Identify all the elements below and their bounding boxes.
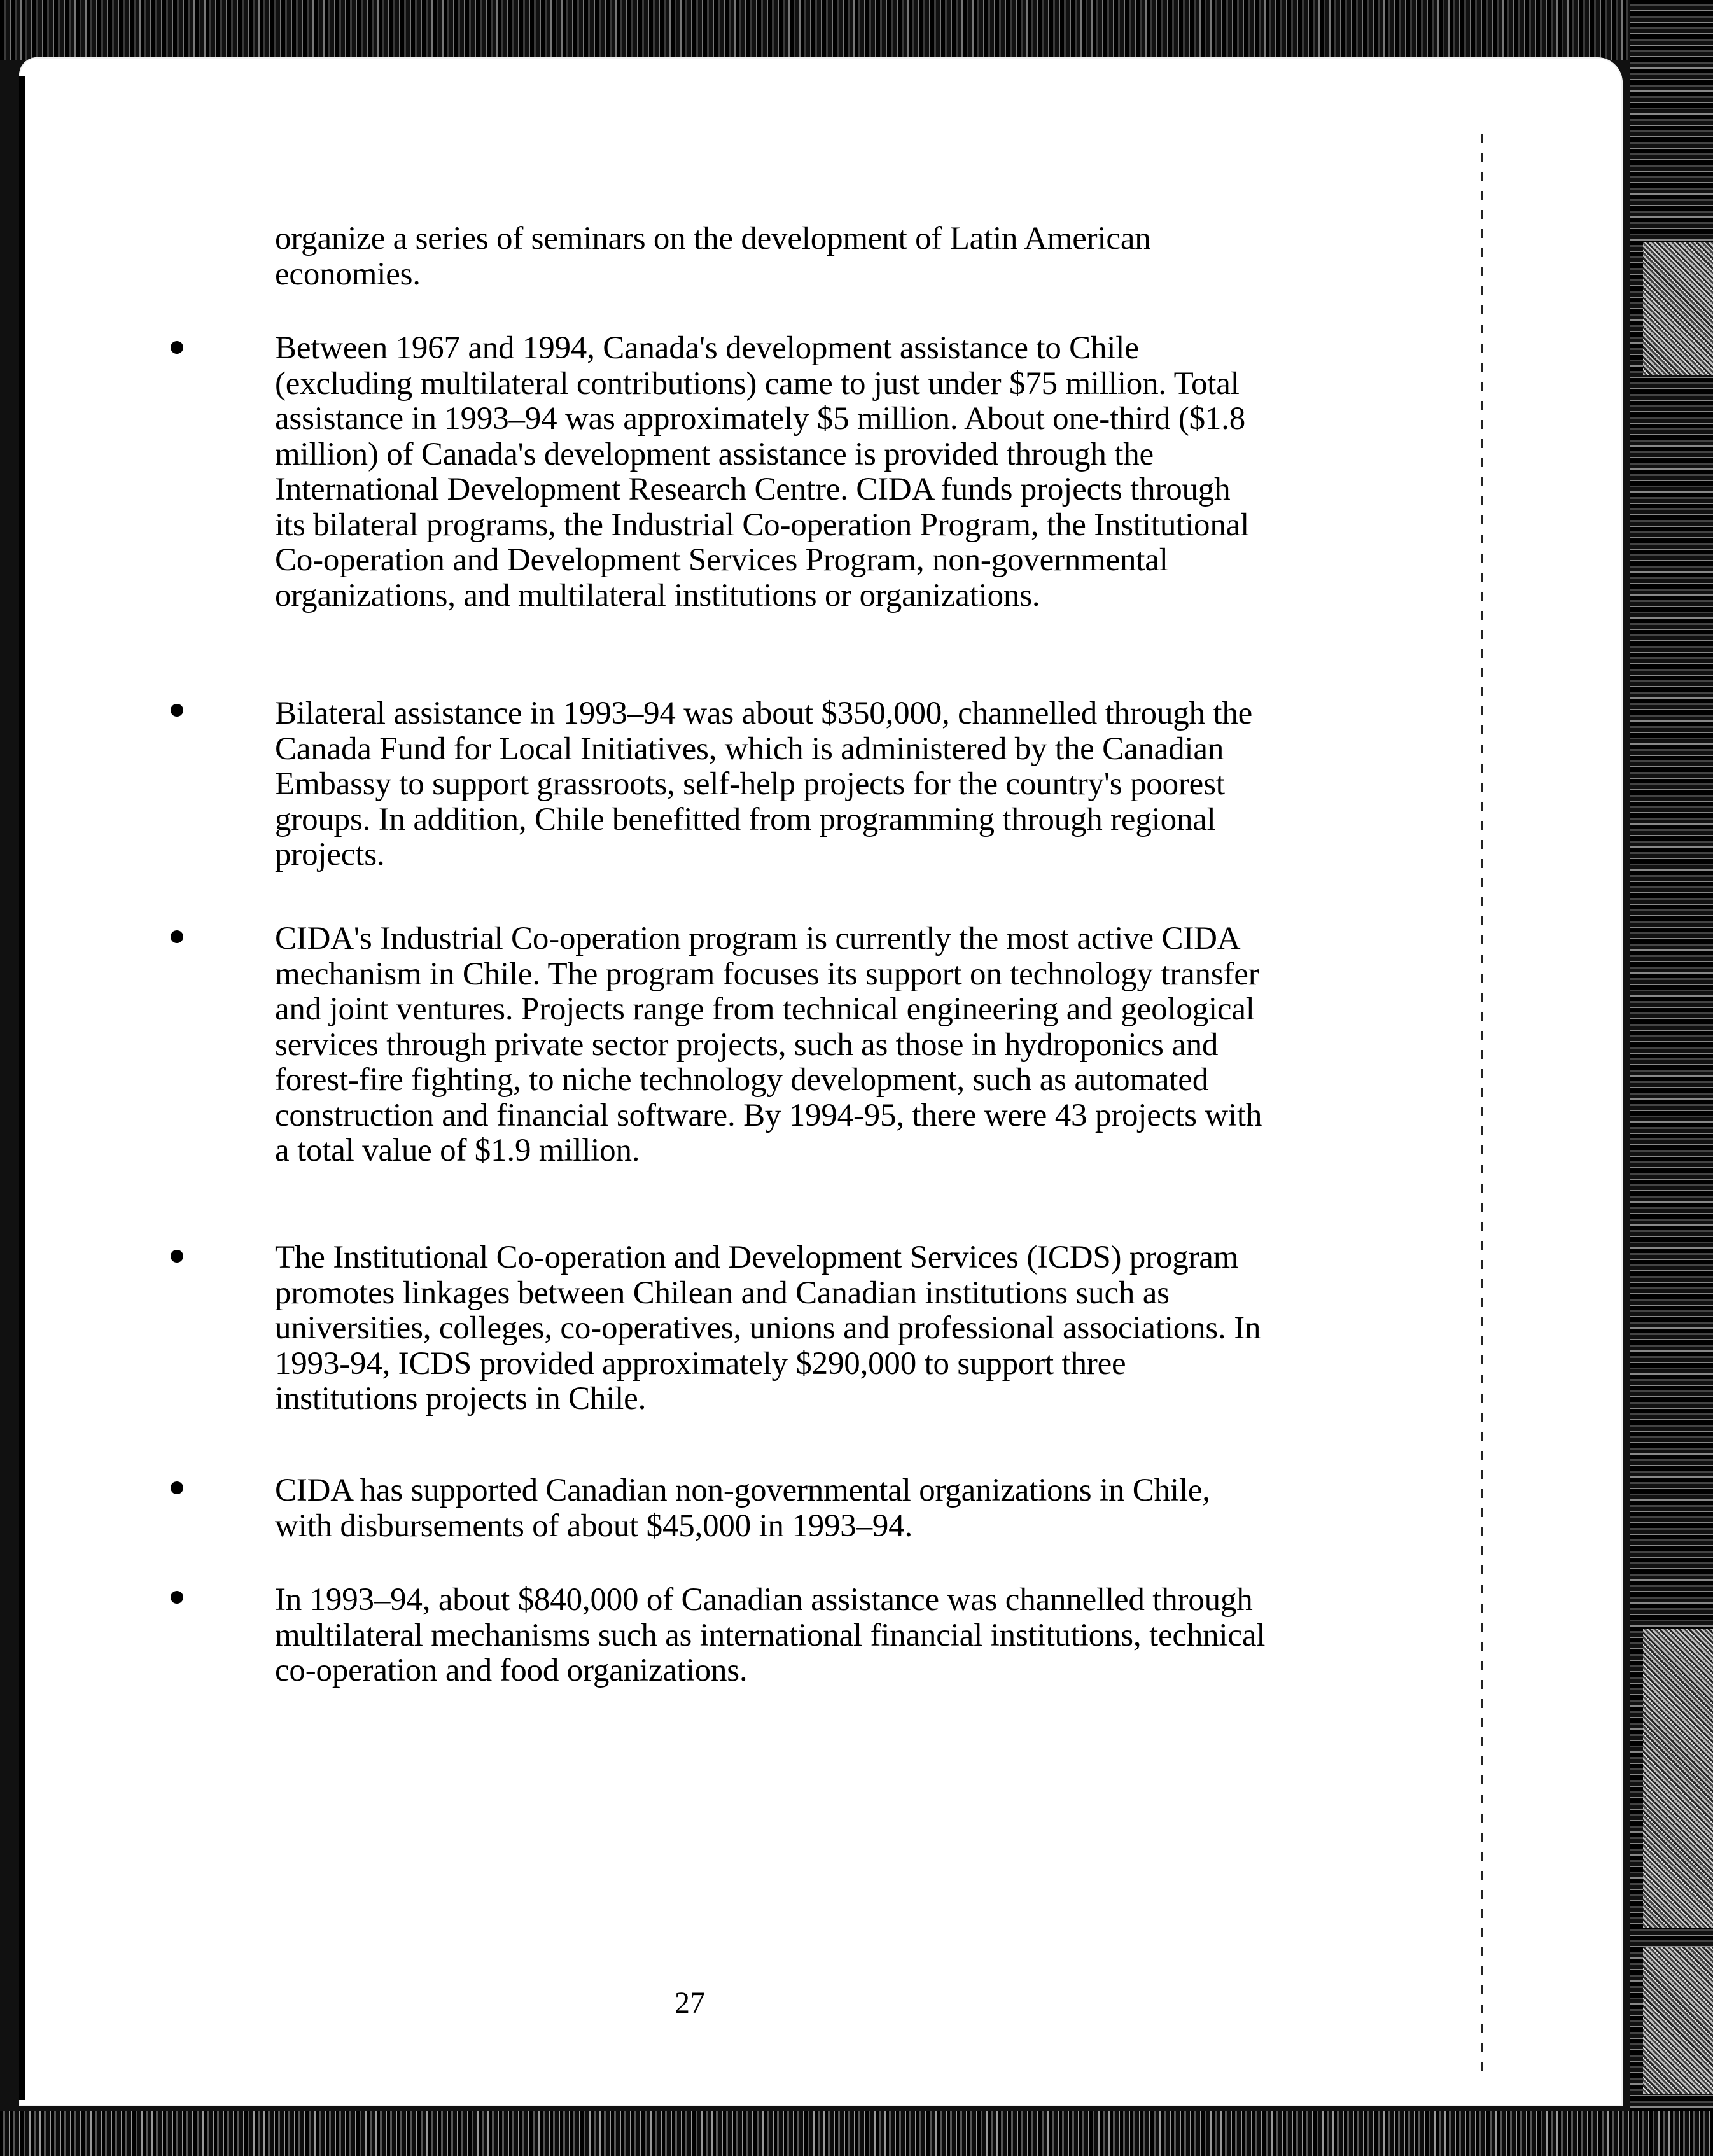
- bullet-marker: [171, 1481, 183, 1494]
- bullet-paragraph-5: CIDA has supported Canadian non-governmental organizations in Chile, with disbursements of about $45,000 in 1993–94.: [275, 1473, 1210, 1544]
- bullet-paragraph-6: In 1993–94, about $840,000 of Canadian assistance was channelled through multilateral mechanisms such as international financial institutions, technical co-operation and food organizations.: [275, 1582, 1266, 1688]
- bullet-paragraph-1: Between 1967 and 1994, Canada's development assistance to Chile (excluding multilateral contributions) came to just under $75 million. Total assistance in 1993–94 was approximately $5 million. About one-third ($1.8 million) of Canada's development assistance is provided through the International Development Research Centre. CIDA funds projects through its bilateral programs, the Industrial Co-operation Program, the Institutional Co-operation and Development Services Program, non-governmental organizations, and multilateral institutions or organizations.: [275, 330, 1250, 613]
- bullet-paragraph-2: Bilateral assistance in 1993–94 was about $350,000, channelled through the Canada Fund for Local Initiatives, which is administered by the Canadian Embassy to support grassroots, self-help projects for the country's poorest groups. In addition, Chile benefitted from programming through regional projects.: [275, 696, 1253, 872]
- scan-noise-patch: [1643, 1947, 1713, 2094]
- continuation-paragraph: organize a series of seminars on the development of Latin American economies.: [275, 221, 1151, 292]
- scan-border-top: [0, 0, 1713, 60]
- bullet-marker: [171, 341, 183, 354]
- bullet-marker: [171, 1250, 183, 1263]
- scan-noise-patch: [1643, 242, 1713, 375]
- document-page: [19, 57, 1623, 2106]
- bullet-paragraph-3: CIDA's Industrial Co-operation program is currently the most active CIDA mechanism in Chile. The program focuses its support on technology transfer and joint ventures. Projects range from technical engineering and geological services through private sector projects, such as those in hydroponics and forest-fire fighting, to niche technology development, such as automated construction and financial software. By 1994-95, there were 43 projects with a total value of $1.9 million.: [275, 921, 1262, 1168]
- bullet-marker: [171, 1591, 183, 1604]
- page-number: 27: [675, 1986, 705, 2020]
- bullet-marker: [171, 930, 183, 943]
- bullet-marker: [171, 704, 183, 717]
- scan-noise-patch: [1643, 1629, 1713, 1928]
- bullet-paragraph-4: The Institutional Co-operation and Development Services (ICDS) program promotes linkages between Chilean and Canadian institutions such as universities, colleges, co-operatives, unions and professional associations. In 1993-94, ICDS provided approximately $290,000 to support three institutions projects in Chile.: [275, 1240, 1261, 1417]
- page-content: [19, 57, 1623, 2106]
- scan-border-bottom: [0, 2111, 1713, 2156]
